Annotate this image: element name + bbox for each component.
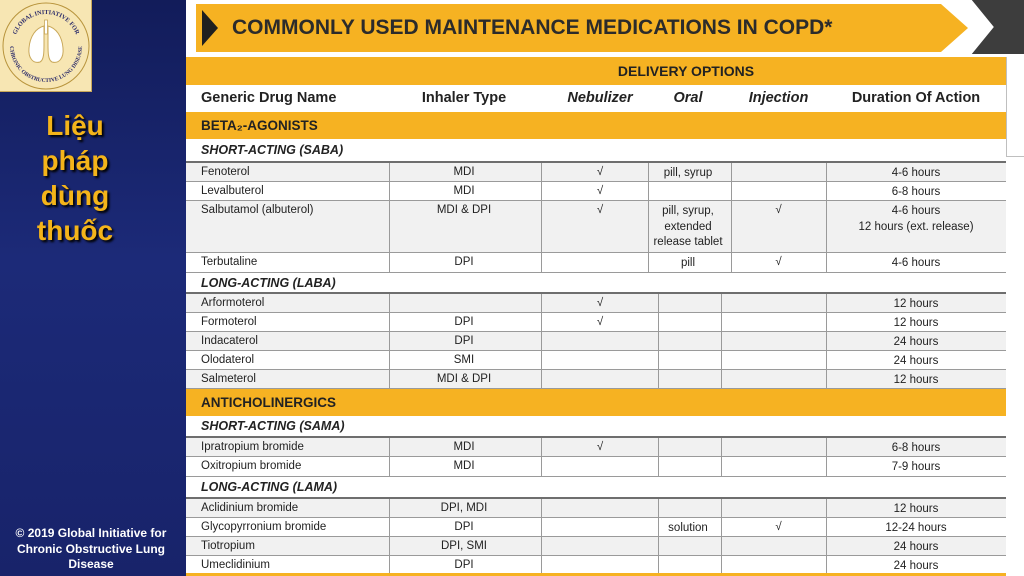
column-divider [731, 201, 732, 253]
subsection-label: SHORT-ACTING (SAMA) [201, 419, 345, 433]
column-divider [648, 163, 649, 182]
copyright-line: Chronic Obstructive Lung [16, 541, 165, 556]
column-divider [648, 182, 649, 201]
duration-cell [826, 518, 1006, 537]
drug-name-cell: Formoterol [201, 316, 257, 328]
column-divider [721, 370, 722, 389]
table-row [186, 253, 1006, 273]
drug-name-cell: Oxitropium bromide [201, 460, 302, 472]
duration-cell [826, 182, 1006, 201]
column-divider [541, 163, 542, 182]
duration-cell-line: 24 hours [893, 355, 939, 367]
injection-cell [731, 457, 826, 477]
drug-name-cell: Salmeterol [201, 373, 256, 385]
duration-cell-line: 12-24 hours [885, 522, 947, 534]
column-divider [721, 518, 722, 537]
inhaler-type-cell: DPI, SMI [440, 540, 487, 552]
oral-cell [648, 499, 728, 518]
column-divider [721, 313, 722, 332]
column-divider [389, 438, 390, 457]
nebulizer-cell [541, 370, 659, 389]
copyright-notice [4, 526, 178, 573]
oral-cell [648, 294, 728, 313]
column-divider [826, 537, 827, 556]
column-divider [721, 332, 722, 351]
drug-name-cell: Salbutamol (albuterol) [201, 204, 314, 216]
oral-cell [648, 537, 728, 556]
column-divider [541, 438, 542, 457]
delivery-options-label: DELIVERY OPTIONS [617, 63, 755, 79]
duration-cell-line: 4-6 hours [891, 167, 941, 179]
column-divider [389, 201, 390, 253]
column-header-inhaler: Inhaler Type [421, 90, 507, 106]
section-label: ANTICHOLINERGICS [201, 395, 336, 410]
column-divider [541, 313, 542, 332]
table-row [186, 313, 1006, 332]
drug-name-cell: Fenoterol [201, 166, 250, 178]
column-divider [658, 518, 659, 537]
injection-cell [731, 370, 826, 389]
nebulizer-cell: √ [596, 297, 604, 309]
nebulizer-cell [541, 351, 659, 370]
svg-text:CHRONIC OBSTRUCTIVE LUNG DISEA: CHRONIC OBSTRUCTIVE LUNG DISEASE [7, 46, 85, 85]
oral-cell-line: pill [680, 257, 696, 269]
table-row [186, 518, 1006, 537]
subsection-header-laba [186, 273, 1006, 293]
table-row [186, 182, 1006, 201]
table-row [186, 537, 1006, 556]
inhaler-type-cell: DPI [454, 521, 474, 533]
column-divider [721, 294, 722, 313]
column-divider [826, 294, 827, 313]
oral-cell [648, 201, 728, 253]
duration-cell [826, 313, 1006, 332]
column-divider [541, 457, 542, 477]
column-divider [658, 294, 659, 313]
column-divider [826, 182, 827, 201]
column-divider [826, 163, 827, 182]
column-divider [541, 518, 542, 537]
duration-cell [826, 499, 1006, 518]
column-divider [541, 351, 542, 370]
inhaler-type-cell: DPI [454, 256, 474, 268]
duration-cell [826, 457, 1006, 477]
table-row [186, 201, 1006, 253]
column-divider [658, 438, 659, 457]
column-divider [721, 438, 722, 457]
column-divider [826, 438, 827, 457]
subsection-header-sama [186, 416, 1006, 436]
oral-cell [648, 313, 728, 332]
subsection-label: LONG-ACTING (LABA) [201, 276, 336, 290]
column-divider [826, 332, 827, 351]
column-header-injection: Injection [748, 90, 809, 106]
drug-name-cell: Olodaterol [201, 354, 255, 366]
column-divider [541, 537, 542, 556]
table-row [186, 438, 1006, 457]
nebulizer-cell: √ [596, 204, 604, 216]
oral-cell [648, 253, 728, 273]
inhaler-type-cell: DPI [454, 559, 474, 571]
column-divider [721, 537, 722, 556]
inhaler-type-cell: MDI [453, 441, 475, 453]
section-header-beta-agonists [186, 112, 1006, 139]
nebulizer-cell [541, 332, 659, 351]
column-divider [389, 537, 390, 556]
column-divider [658, 313, 659, 332]
column-divider [731, 163, 732, 182]
column-header-nebulizer: Nebulizer [567, 90, 633, 106]
nebulizer-cell [541, 499, 659, 518]
oral-cell-line: extended [664, 220, 712, 233]
duration-cell-line: 24 hours [893, 541, 939, 553]
lungs-logo-icon [0, 0, 92, 92]
svg-text:GLOBAL INITIATIVE FOR: GLOBAL INITIATIVE FOR [11, 8, 81, 36]
copyright-line: © 2019 Global Initiative for [15, 526, 167, 540]
column-divider [389, 163, 390, 182]
column-divider [658, 332, 659, 351]
column-header-name: Generic Drug Name [201, 90, 337, 106]
oral-cell [648, 438, 728, 457]
column-divider [826, 457, 827, 477]
column-divider [541, 182, 542, 201]
oral-cell [648, 182, 728, 201]
duration-cell [826, 201, 1006, 253]
sidebar-title-line: thuốc [36, 215, 114, 246]
inhaler-type-cell: DPI [454, 316, 474, 328]
injection-cell [731, 438, 826, 457]
duration-cell-line: 6-8 hours [891, 186, 941, 198]
section-label: BETA₂-AGONISTS [201, 118, 318, 133]
table-row [186, 370, 1006, 389]
column-divider [541, 294, 542, 313]
column-divider [389, 182, 390, 201]
inhaler-type-cell: MDI [453, 460, 475, 472]
nebulizer-cell [541, 518, 659, 537]
table-row [186, 457, 1006, 477]
inhaler-type-cell: SMI [453, 354, 475, 366]
inhaler-type-cell: MDI & DPI [436, 373, 492, 385]
column-divider [389, 313, 390, 332]
inhaler-type-cell: DPI [454, 335, 474, 347]
column-divider [826, 253, 827, 273]
injection-cell [731, 163, 826, 182]
subsection-label: SHORT-ACTING (SABA) [201, 143, 344, 157]
injection-cell [731, 313, 826, 332]
column-divider [389, 370, 390, 389]
column-divider [541, 253, 542, 273]
inhaler-type-cell: MDI [453, 166, 475, 178]
nebulizer-cell [541, 537, 659, 556]
duration-cell [826, 253, 1006, 273]
duration-cell-line: 12 hours [893, 298, 939, 310]
column-divider [389, 332, 390, 351]
duration-cell-line: 7-9 hours [891, 461, 941, 473]
column-divider [541, 499, 542, 518]
column-divider [731, 182, 732, 201]
table-row [186, 332, 1006, 351]
column-divider [826, 370, 827, 389]
subsection-label: LONG-ACTING (LAMA) [201, 480, 338, 494]
column-divider [826, 518, 827, 537]
column-divider [389, 253, 390, 273]
duration-cell-line: 24 hours [893, 560, 939, 572]
column-header-row [186, 85, 1006, 112]
drug-name-cell: Arformoterol [201, 297, 265, 309]
table-row [186, 163, 1006, 182]
column-divider [541, 370, 542, 389]
copyright-line: Disease [68, 557, 114, 571]
duration-cell [826, 370, 1006, 389]
column-divider [826, 201, 827, 253]
column-divider [826, 351, 827, 370]
injection-cell [731, 351, 826, 370]
column-divider [658, 457, 659, 477]
section-header-anticholinergics [186, 389, 1006, 416]
injection-cell: √ [775, 521, 782, 533]
drug-name-cell: Ipratropium bromide [201, 441, 304, 453]
oral-cell [648, 370, 728, 389]
sidebar-title-line: Liệu [46, 110, 104, 141]
duration-cell-line: 12 hours (ext. release) [858, 220, 974, 233]
delivery-options-band [186, 57, 1006, 85]
injection-cell [731, 294, 826, 313]
drug-name-cell: Tiotropium [201, 540, 255, 552]
duration-cell [826, 294, 1006, 313]
column-divider [389, 457, 390, 477]
page-title: COMMONLY USED MAINTENANCE MEDICATIONS IN COPD* [232, 16, 833, 39]
gold-logo [0, 0, 92, 92]
injection-cell [731, 332, 826, 351]
nebulizer-cell [541, 253, 659, 273]
duration-cell [826, 332, 1006, 351]
column-divider [658, 370, 659, 389]
column-divider [658, 351, 659, 370]
table-row [186, 294, 1006, 313]
duration-cell-line: 24 hours [893, 336, 939, 348]
column-divider [541, 332, 542, 351]
injection-cell [731, 182, 826, 201]
duration-cell-line: 4-6 hours [891, 257, 941, 269]
nebulizer-cell: √ [596, 166, 604, 178]
sidebar-title-line: dùng [40, 180, 110, 211]
column-divider [389, 499, 390, 518]
duration-cell [826, 163, 1006, 182]
subsection-header-lama [186, 477, 1006, 497]
column-divider [389, 294, 390, 313]
inhaler-type-cell [389, 294, 539, 313]
nebulizer-cell: √ [596, 441, 604, 453]
column-divider [826, 499, 827, 518]
inhaler-type-cell: DPI, MDI [440, 502, 488, 514]
duration-cell-line: 4-6 hours [891, 205, 941, 217]
drug-name-cell: Terbutaline [201, 256, 258, 268]
drug-name-cell: Indacaterol [201, 335, 258, 347]
drug-name-cell: Levalbuterol [201, 185, 264, 197]
injection-cell: √ [775, 204, 782, 216]
oral-cell-line: pill, syrup [663, 167, 713, 179]
drug-name-cell: Aclidinium bromide [201, 502, 299, 514]
duration-cell-line: 12 hours [893, 317, 939, 329]
column-divider [389, 351, 390, 370]
oral-cell-line: release tablet [653, 236, 723, 248]
oral-cell [648, 332, 728, 351]
column-divider [658, 537, 659, 556]
duration-cell [826, 438, 1006, 457]
column-divider [826, 313, 827, 332]
column-divider [648, 253, 649, 273]
injection-cell [731, 499, 826, 518]
oral-cell [648, 518, 728, 537]
nebulizer-cell: √ [596, 316, 604, 328]
duration-cell-line: 12 hours [893, 503, 939, 515]
duration-cell [826, 537, 1006, 556]
inhaler-type-cell: MDI & DPI [436, 204, 492, 216]
right-edge-strip [1006, 57, 1024, 157]
nebulizer-cell: √ [596, 185, 604, 197]
oral-cell [648, 351, 728, 370]
column-header-duration: Duration Of Action [851, 90, 981, 106]
sidebar-title [0, 108, 150, 248]
column-divider [541, 201, 542, 253]
oral-cell-line: solution [668, 522, 708, 534]
column-divider [721, 351, 722, 370]
duration-cell [826, 351, 1006, 370]
column-divider [721, 457, 722, 477]
nebulizer-cell [541, 457, 659, 477]
table-row [186, 351, 1006, 370]
column-divider [721, 499, 722, 518]
oral-cell [648, 457, 728, 477]
duration-cell-line: 6-8 hours [891, 442, 941, 454]
drug-name-cell: Glycopyrronium bromide [201, 521, 327, 533]
injection-cell: √ [775, 256, 782, 268]
sidebar-title-line: pháp [41, 145, 109, 176]
drug-name-cell: Umeclidinium [201, 559, 271, 571]
sidebar [0, 0, 186, 576]
column-header-oral: Oral [673, 90, 703, 106]
column-divider [658, 499, 659, 518]
injection-cell [731, 537, 826, 556]
table-row [186, 499, 1006, 518]
column-divider [389, 518, 390, 537]
subsection-header-saba [186, 139, 1006, 161]
oral-cell-line: pill, syrup, [662, 205, 714, 217]
column-divider [648, 201, 649, 253]
duration-cell-line: 12 hours [893, 374, 939, 386]
inhaler-type-cell: MDI [453, 185, 475, 197]
oral-cell [648, 163, 728, 182]
column-divider [731, 253, 732, 273]
